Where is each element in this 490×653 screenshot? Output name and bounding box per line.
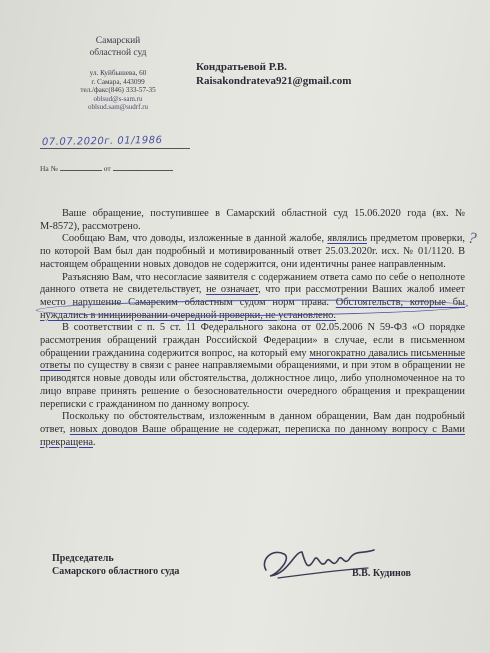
recipient-name: Кондратьевой Р.В. — [196, 61, 287, 73]
na-label: На № — [40, 164, 58, 173]
court-name-line1: Самарский — [95, 36, 141, 46]
address-city: г. Самара, 443099 — [91, 77, 145, 86]
signatory-name: В.В. Кудинов — [352, 568, 411, 579]
p2-text-a: Сообщаю Вам, что доводы, изложенные в данной жалобе, — [62, 233, 328, 245]
p2-underlined: являлись — [327, 233, 367, 245]
p5-text-b: . — [93, 436, 96, 448]
letter-body — [40, 208, 465, 449]
p5-text-a: Поскольку по обстоятельствам, изложенным в данном обращении, Вам дан подробный ответ, — [40, 411, 465, 435]
ot-label: от — [103, 164, 111, 173]
margin-question-mark: ? — [466, 229, 478, 248]
ot-blank — [113, 170, 173, 171]
p3-underlined-2: Обстоятельств, которые бы нуждались в инициировании очередной проверки, не установлено. — [40, 296, 465, 321]
paragraph-5 — [40, 411, 465, 449]
na-blank — [60, 170, 102, 171]
p4-underlined: многократно давались письменные ответы — [40, 347, 466, 372]
paragraph-2 — [40, 233, 465, 271]
signatory-title — [52, 552, 179, 578]
address-street: ул. Куйбышева, 60 — [89, 69, 147, 77]
court-email-2: oblsud.sam@sudrf.ru — [87, 103, 149, 112]
court-email-1: oblsud@s-sam.ru — [93, 94, 143, 103]
reference-line — [40, 164, 173, 173]
outgoing-date-line — [40, 148, 190, 149]
p3-text-a: Разъясняю Вам, что несогласие заявителя с содержанием ответа само по себе о неполноте данного ответа не свидетельствует, — [40, 271, 465, 296]
p5-underlined: новых доводов Ваше обращение не содержат, переписка по данному вопросу с Вами прекращена — [40, 423, 465, 448]
p2-text-b: предметом проверки, по которой Вам был дан подробный и мотивированный ответ 25.03.2020г. исх. № 01/1120. В настоящем обращении новых доводов не содержится, они идентичны ранее направленным. — [40, 233, 466, 270]
p4-text-a: В соответствии с п. 5 ст. 11 Федерального закона от 02.05.2006 N 59-ФЗ «О порядке рассмотрения обращений граждан Российской Федерации» в случае, если в письменном обращении гражданина содержится вопрос, на который ему — [40, 322, 465, 359]
signatory-title-line1: Председатель — [52, 553, 114, 564]
paragraph-3 — [40, 272, 465, 323]
court-name-line2: областной суд — [89, 47, 147, 58]
paragraph-1: Ваше обращение, поступившее в Самарский областной суд 15.06.2020 года (вх. № М-8572), рассмотрено. — [40, 208, 465, 232]
address-phone: тел./факс(846) 333-57-35 — [80, 86, 156, 95]
p3-underlined-1: не означает — [206, 284, 259, 296]
recipient-email: Raisakondrateva921@gmail.com — [196, 75, 352, 87]
outgoing-number-handwritten: 07.07.2020г. 01/1986 — [41, 134, 163, 149]
p3-text-b: , что при рассмотрении Ваших жалоб имеет место нарушение Самарским областным судом норм права. — [40, 284, 465, 308]
recipient-block — [196, 60, 351, 88]
court-address — [58, 69, 178, 112]
handwritten-signature — [258, 540, 378, 588]
court-letterhead — [58, 36, 178, 112]
signatory-title-line2: Самарского областного суда — [52, 566, 180, 577]
paragraph-4 — [40, 322, 465, 411]
p4-text-b: по существу в связи с ранее направляемыми обращениями, и при этом в обращении не приводятся новые доводы или обстоятельства, должностное лицо, либо уполномоченное на то лицо вправе принять решение о безосновательности очередного обращения и прекращении переписки с гражданином по данному вопросу. — [40, 360, 465, 410]
